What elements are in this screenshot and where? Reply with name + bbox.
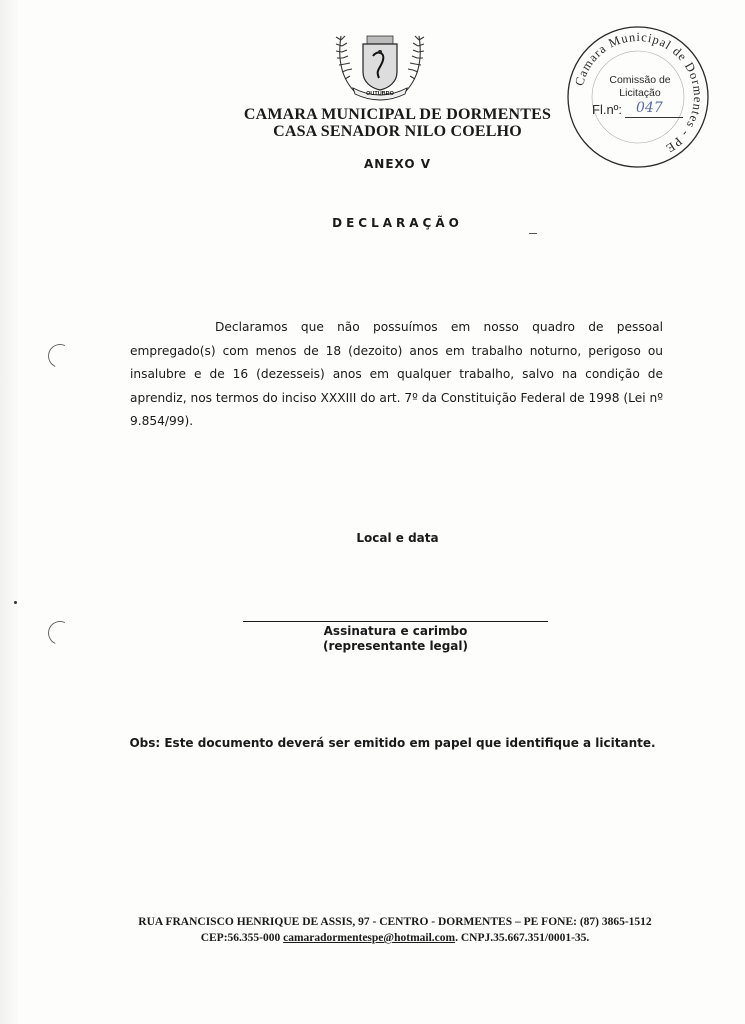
scan-speck [14, 601, 17, 604]
signature-role: (representante legal) [323, 639, 468, 653]
punch-hole-bottom [45, 618, 76, 649]
page-edge [0, 0, 18, 1024]
declaration-text: Declaramos que não possuímos em nosso quadro de pessoal empregado(s) com menos de 18 (dezoito) anos em trabalho noturno, perigoso ou insalubre e de 16 (dezesseis) anos em qualquer trabalho, salvo na condição de aprendiz, nos termos do inciso XXXIII do art. 7º da Constituição Federal de 1998 (Lei nº 9.854/99). [130, 320, 663, 428]
document-title: DECLARAÇÃO [332, 216, 463, 230]
stamp-underline [625, 117, 683, 118]
header-title: CAMARA MUNICIPAL DE DORMENTES [243, 106, 552, 123]
place-and-date-label: Local e data [356, 531, 439, 545]
header-subtitle: CASA SENADOR NILO COELHO [273, 123, 522, 140]
punch-hole-top [45, 341, 76, 372]
footer-cnpj: . CNPJ.35.667.351/0001-35. [455, 932, 590, 944]
footer-cep: CEP:56.355-000 [200, 932, 281, 944]
footer-email-link[interactable]: camaradormentespe@hotmail.com [283, 932, 456, 944]
crest-ribbon-text: OUTUBRO [366, 91, 394, 97]
footer-address: RUA FRANCISCO HENRIQUE DE ASSIS, 97 - CENTRO - DORMENTES – PE FONE: (87) 3865-1512 [138, 916, 652, 928]
footer-contact [90, 932, 700, 944]
signature-label: Assinatura e carimbo [323, 624, 468, 638]
stamp-line1: Comissão de [609, 74, 671, 86]
municipal-crest-logo [325, 28, 435, 106]
observation-note: Obs: Este documento deverá ser emitido em papel que identifique a licitante. [129, 736, 656, 750]
annex-label: ANEXO V [363, 157, 432, 171]
stray-mark [529, 233, 537, 234]
stamp-ring-text: Camara Municipal de Dormentes - PE [572, 29, 706, 156]
declaration-body [130, 316, 663, 434]
stamp-page-label: Fl.nº: [592, 102, 623, 117]
signature-line [243, 621, 548, 622]
stamp-page-number: 047 [636, 100, 663, 116]
stamp-line2: Licitação [619, 87, 661, 99]
